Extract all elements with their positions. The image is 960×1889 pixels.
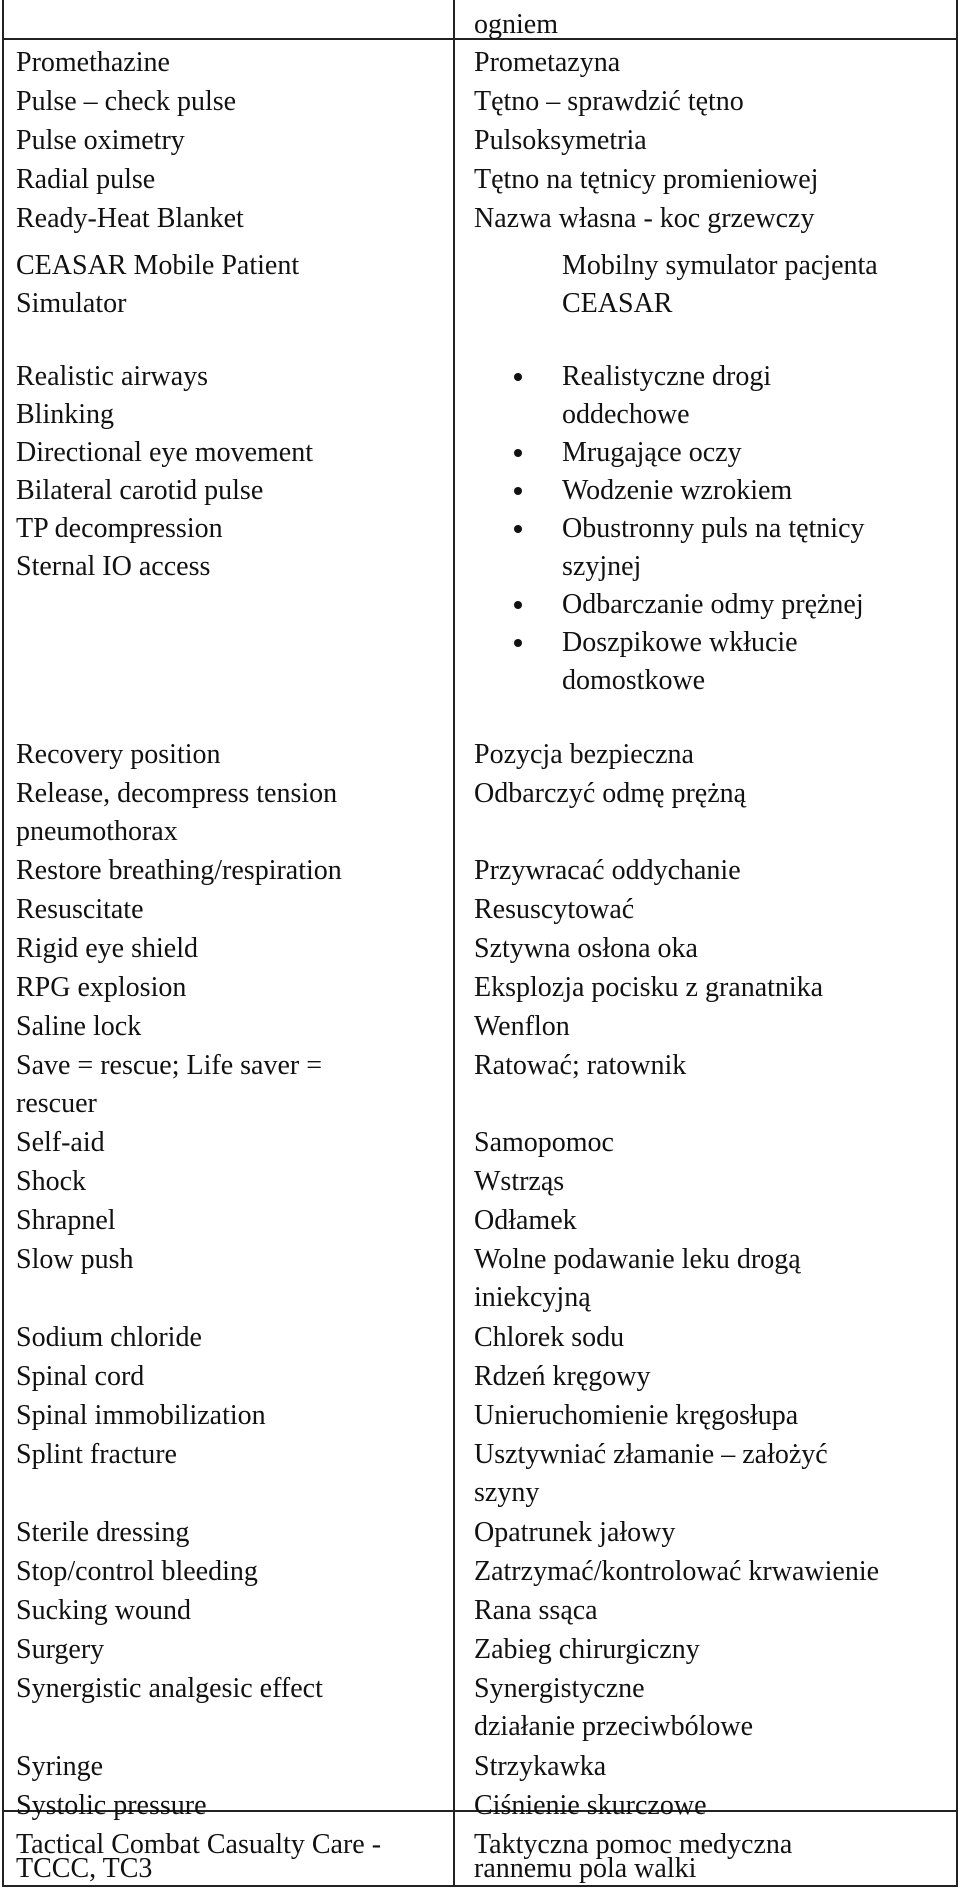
pl-term: Pulsoksymetria	[474, 125, 647, 156]
pl-term: Ratować; ratownik	[474, 1050, 687, 1081]
pl-term: Tętno – sprawdzić tętno	[474, 86, 744, 117]
en-term: Spinal immobilization	[16, 1400, 266, 1431]
pl-term: Strzykawka	[474, 1751, 607, 1782]
pl-term: Odbarczyć odmę prężną	[474, 778, 747, 809]
pl-term: Prometazyna	[474, 47, 621, 78]
pl-term: Mobilny symulator pacjenta	[562, 250, 878, 281]
en-term: Self-aid	[16, 1127, 105, 1158]
pl-term: Synergistyczne	[474, 1673, 645, 1704]
pl-term: rannemu pola walki	[474, 1853, 697, 1884]
feature-item: Realistyczne drogi	[562, 361, 772, 392]
pl-term: Wolne podawanie leku drogą	[474, 1244, 801, 1275]
pl-term: iniekcyjną	[474, 1282, 591, 1313]
pl-term: CEASAR	[562, 288, 673, 319]
pl-term: Przywracać oddychanie	[474, 855, 741, 886]
pl-term: Chlorek sodu	[474, 1322, 625, 1353]
bullet-icon	[514, 601, 522, 609]
en-term: pneumothorax	[16, 816, 178, 847]
feature-item: Obustronny puls na tętnicy	[562, 513, 865, 544]
en-term: Sodium chloride	[16, 1322, 202, 1353]
en-term: Surgery	[16, 1634, 105, 1665]
feature-item: Realistic airways	[16, 361, 209, 392]
pl-term: ogniem	[474, 9, 558, 40]
en-term: Resuscitate	[16, 894, 144, 925]
feature-item: TP decompression	[16, 513, 223, 544]
pl-term: Resuscytować	[474, 894, 635, 925]
pl-term: Wenflon	[474, 1011, 570, 1042]
feature-item: Directional eye movement	[16, 437, 313, 468]
en-term: Rigid eye shield	[16, 933, 198, 964]
pl-term: działanie przeciwbólowe	[474, 1711, 754, 1742]
column-divider	[453, 0, 455, 1885]
bullet-icon	[514, 449, 522, 457]
en-term: Syringe	[16, 1751, 104, 1782]
pl-term: szyny	[474, 1477, 540, 1508]
feature-item: Bilateral carotid pulse	[16, 475, 264, 506]
glossary-table	[2, 0, 958, 1887]
pl-term: Opatrunek jałowy	[474, 1517, 676, 1548]
en-term: Simulator	[16, 288, 127, 319]
feature-item: szyjnej	[562, 551, 642, 582]
en-term: Spinal cord	[16, 1361, 145, 1392]
en-term: RPG explosion	[16, 972, 187, 1003]
pl-term: Zabieg chirurgiczny	[474, 1634, 700, 1665]
feature-item: Mrugające oczy	[562, 437, 742, 468]
en-term: Shrapnel	[16, 1205, 116, 1236]
bullet-icon	[514, 639, 522, 647]
en-term: Release, decompress tension	[16, 778, 338, 809]
feature-item: oddechowe	[562, 399, 690, 430]
en-term: Stop/control bleeding	[16, 1556, 258, 1587]
en-term: TCCC, TC3	[16, 1853, 153, 1884]
en-term: Save = rescue; Life saver =	[16, 1050, 323, 1081]
pl-term: Ciśnienie skurczowe	[474, 1790, 707, 1821]
bullet-icon	[514, 525, 522, 533]
en-term: Pulse oximetry	[16, 125, 185, 156]
pl-term: Odłamek	[474, 1205, 577, 1236]
pl-term: Sztywna osłona oka	[474, 933, 698, 964]
en-term: Promethazine	[16, 47, 170, 78]
en-term: Slow push	[16, 1244, 134, 1275]
pl-term: Zatrzymać/kontrolować krwawienie	[474, 1556, 880, 1587]
en-term: Sucking wound	[16, 1595, 191, 1626]
pl-term: Taktyczna pomoc medyczna	[474, 1829, 793, 1860]
bullet-icon	[514, 487, 522, 495]
pl-term: Usztywniać złamanie – założyć	[474, 1439, 828, 1470]
en-term: Splint fracture	[16, 1439, 177, 1470]
feature-item: Wodzenie wzrokiem	[562, 475, 793, 506]
en-term: rescuer	[16, 1088, 97, 1119]
en-term: Sterile dressing	[16, 1517, 190, 1548]
bullet-icon	[514, 373, 522, 381]
en-term: CEASAR Mobile Patient	[16, 250, 300, 281]
pl-term: Unieruchomienie kręgosłupa	[474, 1400, 799, 1431]
en-term: Shock	[16, 1166, 86, 1197]
en-term: Synergistic analgesic effect	[16, 1673, 323, 1704]
feature-item: Sternal IO access	[16, 551, 211, 582]
en-term: Systolic pressure	[16, 1790, 207, 1821]
feature-item: Doszpikowe wkłucie	[562, 627, 798, 658]
en-term: Saline lock	[16, 1011, 142, 1042]
feature-item: domostkowe	[562, 665, 706, 696]
en-term: Pulse – check pulse	[16, 86, 237, 117]
en-term: Recovery position	[16, 739, 221, 770]
pl-term: Pozycja bezpieczna	[474, 739, 694, 770]
feature-item: Blinking	[16, 399, 115, 430]
pl-term: Samopomoc	[474, 1127, 614, 1158]
pl-term: Nazwa własna - koc grzewczy	[474, 203, 815, 234]
pl-term: Rdzeń kręgowy	[474, 1361, 651, 1392]
en-term: Radial pulse	[16, 164, 156, 195]
pl-term: Eksplozja pocisku z granatnika	[474, 972, 824, 1003]
pl-term: Tętno na tętnicy promieniowej	[474, 164, 819, 195]
en-term: Restore breathing/respiration	[16, 855, 342, 886]
pl-term: Rana ssąca	[474, 1595, 598, 1626]
pl-term: Wstrząs	[474, 1166, 565, 1197]
en-term: Ready-Heat Blanket	[16, 203, 244, 234]
en-term: Tactical Combat Casualty Care -	[16, 1829, 382, 1860]
feature-item: Odbarczanie odmy prężnej	[562, 589, 864, 620]
